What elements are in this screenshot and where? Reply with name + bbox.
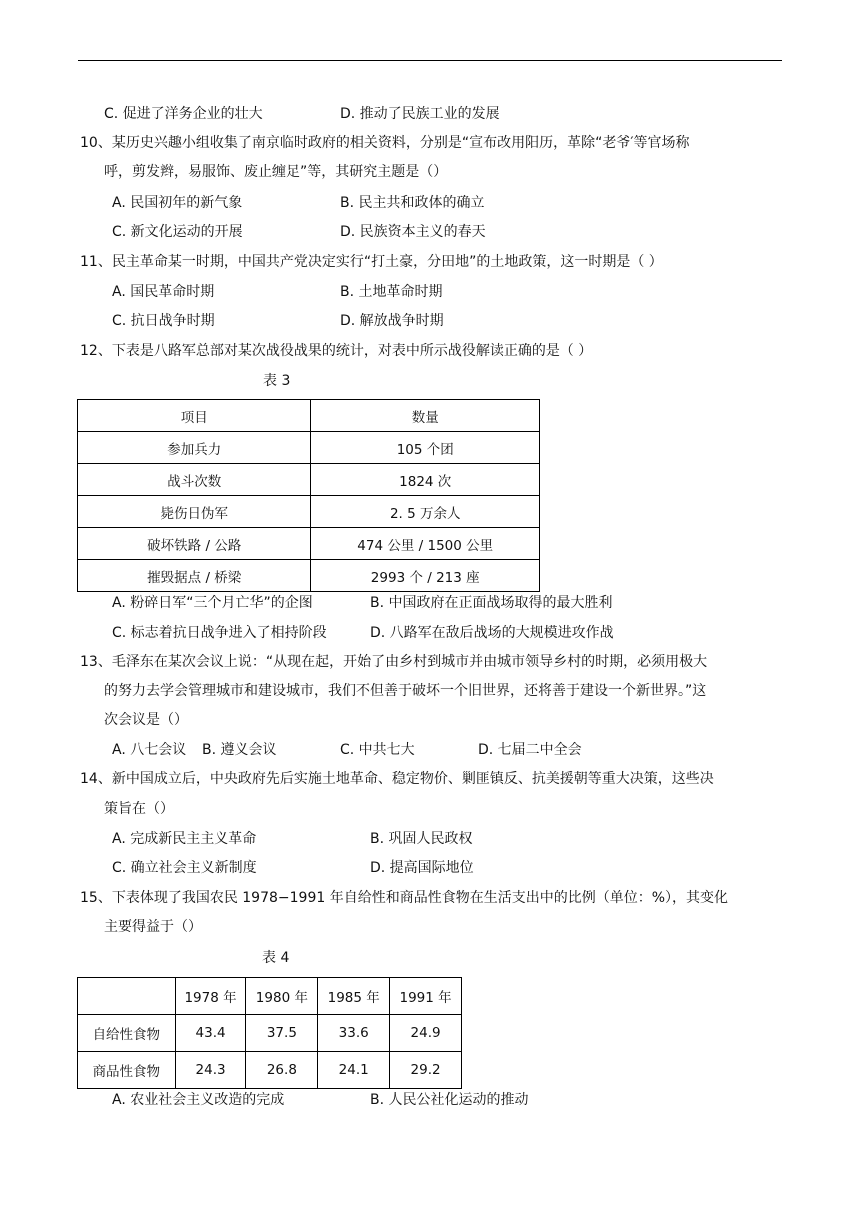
q11-option-c: C. 抗日战争时期	[112, 313, 215, 329]
q15-option-b: B. 人民公社化运动的推动	[370, 1092, 529, 1108]
table3-cell: 战斗次数	[78, 464, 311, 496]
q11-option-b: B. 土地革命时期	[340, 284, 443, 300]
table3-title: 表 3	[263, 373, 291, 389]
table4-cell: 24.1	[318, 1052, 390, 1089]
q15-option-a: A. 农业社会主义改造的完成	[112, 1092, 285, 1108]
table4-cell: 33.6	[318, 1015, 390, 1052]
table3-header-quantity: 数量	[311, 400, 540, 432]
table-row	[78, 496, 540, 528]
table4-cell: 24.3	[175, 1052, 246, 1089]
table4-title: 表 4	[262, 950, 290, 966]
table4-row-label: 自给性食物	[78, 1015, 176, 1052]
table3-cell: 2993 个 / 213 座	[311, 560, 540, 592]
table3	[77, 399, 540, 592]
q11-option-a: A. 国民革命时期	[112, 284, 215, 300]
q11-stem: 11、民主革命某一时期，中国共产党决定实行“打土豪，分田地”的土地政策，这一时期是（ ）	[80, 254, 663, 270]
q13-option-b: B. 遵义会议	[202, 742, 277, 758]
q9-option-c: C. 促进了洋务企业的壮大	[104, 106, 263, 122]
q14-option-d: D. 提高国际地位	[370, 860, 474, 876]
table-row	[78, 1052, 462, 1089]
table4-cell: 43.4	[175, 1015, 246, 1052]
table4-cell: 29.2	[390, 1052, 462, 1089]
q12-option-c: C. 标志着抗日战争进入了相持阶段	[112, 625, 327, 641]
q12-option-b: B. 中国政府在正面战场取得的最大胜利	[370, 595, 613, 611]
q9-option-d: D. 推动了民族工业的发展	[340, 106, 500, 122]
table4-cell: 37.5	[246, 1015, 318, 1052]
q12-stem: 12、下表是八路军总部对某次战役战果的统计，对表中所示战役解读正确的是（ ）	[80, 343, 593, 359]
q13-option-d: D. 七届二中全会	[478, 742, 582, 758]
q13-stem-line2: 的努力去学会管理城市和建设城市，我们不但善于破坏一个旧世界，还将善于建设一个新世界。”这	[104, 683, 707, 699]
q14-option-b: B. 巩固人民政权	[370, 831, 473, 847]
table3-cell: 2. 5 万余人	[311, 496, 540, 528]
q10-option-d: D. 民族资本主义的春天	[340, 224, 486, 240]
q14-stem-line2: 策旨在（）	[104, 801, 174, 817]
q10-option-a: A. 民国初年的新气象	[112, 195, 243, 211]
q14-stem-line1: 14、新中国成立后，中央政府先后实施土地革命、稳定物价、剿匪镇反、抗美援朝等重大决策，这些决	[80, 771, 714, 787]
table-row	[78, 1015, 462, 1052]
table4-header-year: 1985 年	[318, 978, 390, 1015]
q15-stem-line2: 主要得益于（）	[104, 919, 202, 935]
table3-cell: 毙伤日伪军	[78, 496, 311, 528]
q14-option-a: A. 完成新民主主义革命	[112, 831, 257, 847]
table-row	[78, 464, 540, 496]
q13-option-a: A. 八七会议	[112, 742, 187, 758]
table4-row-label: 商品性食物	[78, 1052, 176, 1089]
table4-cell: 24.9	[390, 1015, 462, 1052]
q13-option-c: C. 中共七大	[340, 742, 415, 758]
table3-cell: 474 公里 / 1500 公里	[311, 528, 540, 560]
q13-stem-line1: 13、毛泽东在某次会议上说：“从现在起，开始了由乡村到城市并由城市领导乡村的时期，必须用极大	[80, 654, 708, 670]
q10-stem-line1: 10、某历史兴趣小组收集了南京临时政府的相关资料，分别是“宣布改用阳历，革除“老爷′等官场称	[80, 135, 690, 151]
table4-header-year: 1978 年	[175, 978, 246, 1015]
table3-header-item: 项目	[78, 400, 311, 432]
table4-header-year: 1991 年	[390, 978, 462, 1015]
table3-cell: 破坏铁路 / 公路	[78, 528, 311, 560]
table3-header-row	[78, 400, 540, 432]
q12-option-a: A. 粉碎日军“三个月亡华”的企图	[112, 595, 313, 611]
table4-header-year: 1980 年	[246, 978, 318, 1015]
header-rule	[78, 60, 782, 61]
q10-stem-line2: 呼，剪发辫，易服饰、废止缠足”等，其研究主题是（）	[104, 164, 448, 180]
q15-stem-line1: 15、下表体现了我国农民 1978−1991 年自给性和商品性食物在生活支出中的比例（单位：%），其变化	[80, 890, 729, 906]
table3-cell: 1824 次	[311, 464, 540, 496]
q12-option-d: D. 八路军在敌后战场的大规模进攻作战	[370, 625, 614, 641]
table4-header-blank	[78, 978, 176, 1015]
q13-stem-line3: 次会议是（）	[104, 712, 188, 728]
table4-header-row	[78, 978, 462, 1015]
q10-option-c: C. 新文化运动的开展	[112, 224, 243, 240]
table4-cell: 26.8	[246, 1052, 318, 1089]
table4	[77, 977, 462, 1089]
q10-option-b: B. 民主共和政体的确立	[340, 195, 485, 211]
table-row	[78, 432, 540, 464]
q14-option-c: C. 确立社会主义新制度	[112, 860, 257, 876]
table-row	[78, 528, 540, 560]
table-row	[78, 560, 540, 592]
table3-cell: 摧毁据点 / 桥梁	[78, 560, 311, 592]
table3-cell: 参加兵力	[78, 432, 311, 464]
table3-cell: 105 个团	[311, 432, 540, 464]
q11-option-d: D. 解放战争时期	[340, 313, 444, 329]
